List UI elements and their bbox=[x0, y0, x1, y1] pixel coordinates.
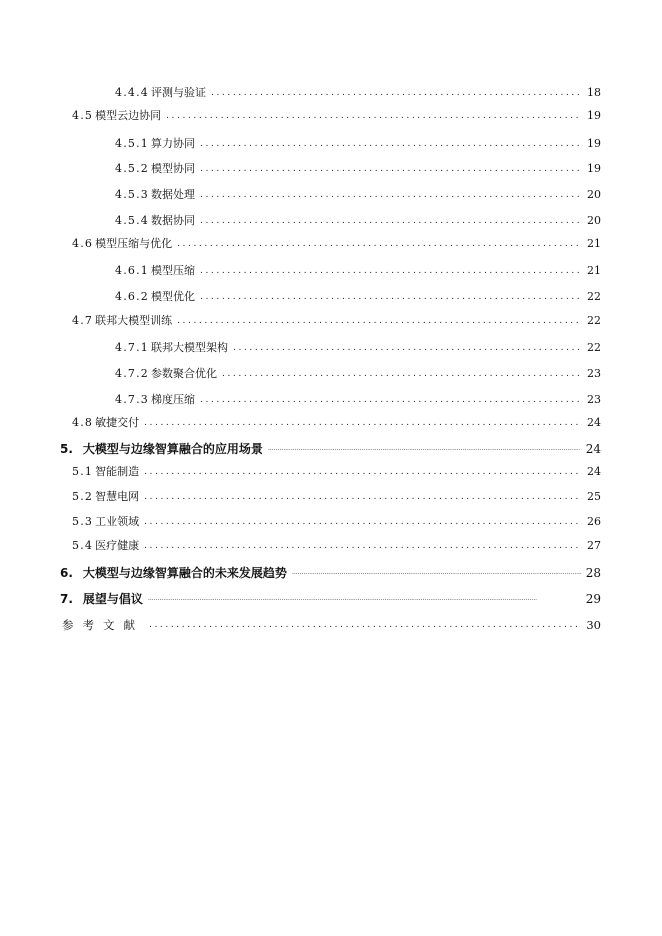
toc-page: 19 bbox=[587, 109, 601, 122]
toc-entry[interactable] bbox=[60, 314, 601, 328]
toc-title: 大模型与边缘智算融合的未来发展趋势 bbox=[82, 566, 287, 580]
toc-entry[interactable] bbox=[60, 214, 601, 228]
toc-leader bbox=[222, 367, 582, 381]
toc-leader bbox=[166, 109, 582, 123]
toc-leader bbox=[233, 341, 582, 355]
toc-entry[interactable] bbox=[60, 109, 601, 123]
toc-leader bbox=[200, 214, 582, 228]
toc-page: 29 bbox=[585, 592, 601, 606]
toc-entry[interactable] bbox=[60, 490, 601, 504]
toc-title: 敏捷交付 bbox=[95, 416, 140, 429]
toc-number: 5.4 bbox=[72, 539, 94, 552]
toc-number: 7. bbox=[60, 592, 73, 606]
toc-entry[interactable] bbox=[60, 86, 601, 100]
toc-number: 4.4.4 bbox=[115, 86, 149, 99]
toc-number: 5. bbox=[60, 442, 73, 456]
toc-entry[interactable] bbox=[60, 341, 601, 355]
toc-leader bbox=[200, 264, 582, 278]
toc-entry[interactable] bbox=[60, 237, 601, 251]
toc-entry[interactable] bbox=[60, 367, 601, 381]
toc-number: 4.6 bbox=[72, 237, 94, 250]
toc-number: 4.5 bbox=[72, 109, 94, 122]
toc-title: 医疗健康 bbox=[95, 539, 140, 552]
toc-title: 数据处理 bbox=[151, 188, 195, 201]
toc-number: 5.1 bbox=[72, 465, 94, 478]
toc-title: 模型压缩与优化 bbox=[95, 237, 173, 250]
toc-number: 4.7 bbox=[72, 314, 94, 327]
toc-page: 24 bbox=[585, 442, 601, 456]
toc-leader bbox=[292, 566, 581, 580]
toc-page: 18 bbox=[587, 86, 601, 99]
toc-entry[interactable] bbox=[60, 515, 601, 529]
toc-entry[interactable] bbox=[60, 539, 601, 553]
toc-title: 参数聚合优化 bbox=[151, 367, 217, 380]
toc-leader bbox=[144, 515, 582, 529]
toc-title: 梯度压缩 bbox=[151, 393, 195, 406]
toc-title: 模型云边协同 bbox=[95, 109, 162, 122]
toc-page: 26 bbox=[587, 515, 601, 528]
toc-title: 参考文献 bbox=[62, 618, 144, 632]
toc-entry[interactable] bbox=[60, 465, 601, 479]
toc-entry-chapter[interactable] bbox=[60, 566, 601, 580]
toc-number: 4.7.1 bbox=[115, 341, 149, 354]
toc-page: 23 bbox=[587, 393, 601, 406]
toc-leader bbox=[148, 592, 581, 606]
toc-title: 模型压缩 bbox=[151, 264, 195, 277]
toc-title: 展望与倡议 bbox=[82, 592, 143, 606]
toc-number: 4.5.1 bbox=[115, 137, 149, 150]
toc-page: 22 bbox=[587, 341, 601, 354]
toc-page: 23 bbox=[587, 367, 601, 380]
toc-title: 联邦大模型架构 bbox=[151, 341, 228, 354]
toc-number: 4.6.2 bbox=[115, 290, 149, 303]
toc-entry-references[interactable] bbox=[60, 618, 601, 632]
toc-page: 20 bbox=[587, 214, 601, 227]
toc-number: 5.3 bbox=[72, 515, 94, 528]
toc-title: 智慧电网 bbox=[95, 490, 140, 503]
toc-title: 数据协同 bbox=[151, 214, 195, 227]
toc-page: 28 bbox=[585, 566, 601, 580]
toc-title: 模型协同 bbox=[151, 162, 195, 175]
toc-title: 大模型与边缘智算融合的应用场景 bbox=[82, 442, 263, 456]
toc-page: 22 bbox=[587, 314, 601, 327]
toc-leader bbox=[144, 465, 582, 479]
toc-leader bbox=[149, 618, 581, 632]
toc-leader bbox=[200, 290, 582, 304]
toc-number: 6. bbox=[60, 566, 73, 580]
toc-entry[interactable] bbox=[60, 290, 601, 304]
toc-page: 19 bbox=[587, 162, 601, 175]
toc-entry[interactable] bbox=[60, 416, 601, 430]
toc-page: 22 bbox=[587, 290, 601, 303]
toc-number: 5.2 bbox=[72, 490, 94, 503]
toc-entry[interactable] bbox=[60, 162, 601, 176]
toc-title: 评测与验证 bbox=[151, 86, 206, 99]
toc-leader bbox=[268, 442, 581, 456]
toc-title: 算力协同 bbox=[151, 137, 195, 150]
toc-leader bbox=[200, 188, 582, 202]
toc-title: 智能制造 bbox=[95, 465, 140, 478]
toc-number: 4.7.3 bbox=[115, 393, 149, 406]
toc-leader bbox=[200, 393, 582, 407]
toc-page: 21 bbox=[587, 264, 601, 277]
toc-page: 24 bbox=[587, 416, 601, 429]
toc-leader bbox=[144, 539, 582, 553]
toc-page: 20 bbox=[587, 188, 601, 201]
toc-leader bbox=[211, 86, 582, 100]
toc-page: 24 bbox=[587, 465, 601, 478]
toc-leader bbox=[144, 490, 582, 504]
toc-entry-chapter[interactable] bbox=[60, 592, 601, 606]
toc-page: 27 bbox=[587, 539, 601, 552]
toc-title: 联邦大模型训练 bbox=[95, 314, 173, 327]
toc-leader bbox=[144, 416, 582, 430]
toc-number: 4.6.1 bbox=[115, 264, 149, 277]
toc-leader bbox=[200, 137, 582, 151]
toc-entry-chapter[interactable] bbox=[60, 442, 601, 456]
toc-leader bbox=[177, 237, 582, 251]
toc-number: 4.5.2 bbox=[115, 162, 149, 175]
toc-number: 4.5.3 bbox=[115, 188, 149, 201]
toc-number: 4.8 bbox=[72, 416, 94, 429]
toc-page: 25 bbox=[587, 490, 601, 503]
toc-title: 工业领域 bbox=[95, 515, 140, 528]
toc-entry[interactable] bbox=[60, 264, 601, 278]
toc-entry[interactable] bbox=[60, 188, 601, 202]
toc-page: 19 bbox=[587, 137, 601, 150]
toc-title: 模型优化 bbox=[151, 290, 195, 303]
toc-number: 4.7.2 bbox=[115, 367, 149, 380]
toc-leader bbox=[177, 314, 582, 328]
toc-entry[interactable] bbox=[60, 137, 601, 151]
toc-page: 30 bbox=[586, 618, 601, 632]
toc-entry[interactable] bbox=[60, 393, 601, 407]
toc-leader bbox=[200, 162, 582, 176]
toc-number: 4.5.4 bbox=[115, 214, 149, 227]
toc-page: 21 bbox=[587, 237, 601, 250]
